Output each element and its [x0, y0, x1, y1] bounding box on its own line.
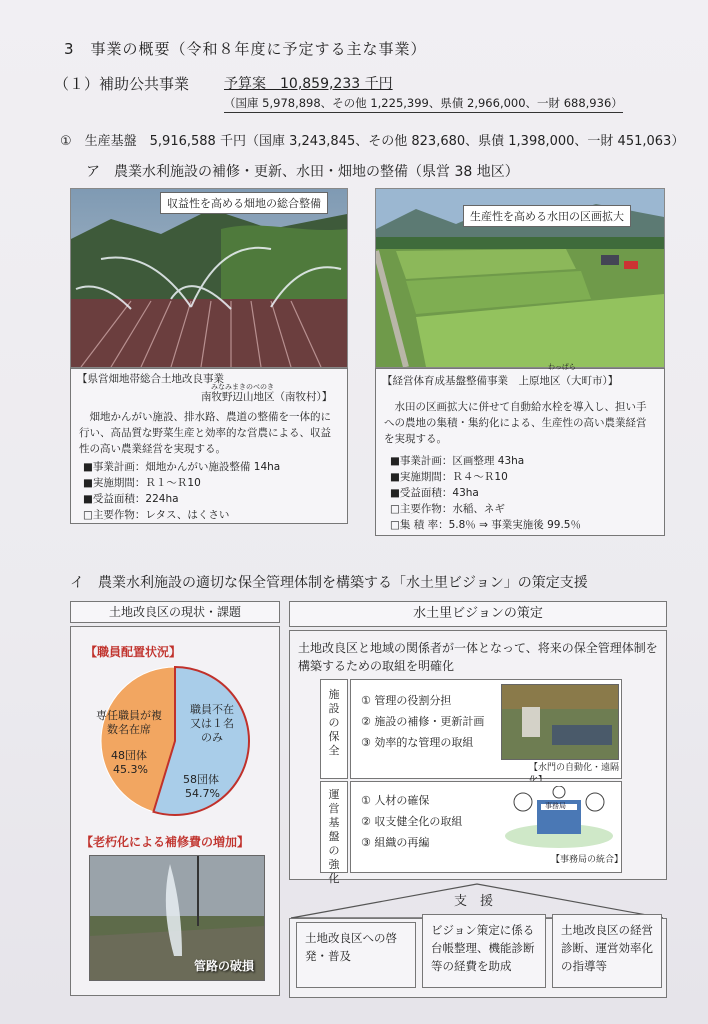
item-i-heading: イ 農業水利施設の適切な保全管理体制を構築する「水土里ビジョン」の策定支援 [70, 575, 588, 591]
right-row: ■実施期間：Ｒ４～Ｒ10 [390, 471, 508, 483]
office-merge-caption: 【事務局の統合】 [551, 855, 624, 865]
budget-total: 予算案 10,859,233 千円 [224, 76, 393, 92]
budget-breakdown: （国庫 5,978,898、その他 1,225,399、県債 2,966,000、一財 688,936） [224, 95, 623, 113]
management-item: ① 人材の確保 [361, 794, 430, 807]
right-project-program: 【経営体育成基盤整備事業 上原地区（大町市）】 [382, 375, 619, 387]
right-panel-header: 水土里ビジョンの策定 [289, 601, 667, 627]
left-row: ■事業計画：畑地かんがい施設整備 14ha [83, 461, 281, 473]
right-row: ■受益面積：43ha [390, 487, 479, 499]
right-project-ruby: わっぱら [548, 363, 576, 371]
pie-right-label: 職員不在又は１名のみ [190, 703, 234, 744]
left-panel [70, 626, 280, 996]
production-base-heading: ① 生産基盤 5,916,588 千円（国庫 3,243,845、その他 823,680、県債 1,398,000、一財 451,063） [60, 134, 685, 149]
facility-item: ② 施設の補修・更新計画 [361, 715, 485, 728]
right-row: □主要作物：水稲、ネギ [390, 503, 505, 515]
right-photo-caption: 生産性を高める水田の区画拡大 [463, 205, 631, 227]
left-project-ruby: みなみまきのべのき [211, 383, 274, 391]
sluice-gate-caption: 【水門の自動化・遠隔 [529, 763, 620, 773]
facility-conservation-label: 施設の保全 [328, 688, 340, 757]
item-a-heading: ア 農業水利施設の補修・更新、水田・畑地の整備（県営 38 地区） [86, 164, 519, 180]
left-project-description [70, 368, 348, 524]
facility-conservation-list [361, 690, 484, 753]
pie-right-count: 58団体 [183, 773, 219, 786]
right-row: ■事業計画：区画整理 43ha [390, 455, 525, 467]
left-project-district: 南牧野辺山地区（南牧村）】 [201, 391, 333, 403]
pipe-damage-caption: 管路の破損 [193, 959, 254, 973]
right-project-description [375, 363, 665, 536]
management-item: ③ 組織の再編 [361, 836, 430, 849]
pipe-damage-photo [89, 855, 265, 981]
vision-intro: 土地改良区と地域の関係者が一体となって、将来の保全管理体制を構築するための取組を明確化 [298, 641, 658, 673]
subsection-heading: （１）補助公共事業 [54, 75, 190, 93]
management-base-label: 運営基盤の強化 [328, 788, 340, 885]
aging-title: 【老朽化による補修費の増加】 [81, 835, 250, 849]
office-sign: 事務局 [545, 802, 566, 810]
facility-conservation-box [350, 679, 622, 779]
facility-item: ① 管理の役割分担 [361, 694, 452, 707]
management-base-list [361, 790, 462, 853]
support-box-subsidy: ビジョン策定に係る台帳整理、機能診断等の経費を助成 [422, 914, 546, 988]
left-row: □主要作物：レタス、はくさい [83, 509, 230, 521]
office-merge-illustration [501, 786, 617, 850]
left-photo-caption: 収益性を高める畑地の総合整備 [160, 192, 328, 214]
staff-pie-chart [81, 663, 269, 819]
section-heading: 3 事業の概要（令和８年度に予定する主な事業） [64, 40, 427, 58]
right-project-text: 水田の区画拡大に併せて自動給水栓を導入し、担い手への農地の集積・集約化による、生産性の高い農業経営を実現する。 [384, 401, 647, 445]
left-project-rows [83, 459, 280, 523]
right-row: □集 積 率：5.8％ ⇒ 事業実施後 99.5％ [390, 519, 581, 531]
left-row: ■受益面積：224ha [83, 493, 179, 505]
pie-left-label: 専任職員が複数名在席 [96, 709, 162, 736]
management-base-label-box [320, 781, 348, 885]
staff-status-title: 【職員配置状況】 [85, 645, 182, 659]
left-panel-header: 土地改良区の現状・課題 [70, 601, 280, 623]
management-base-box [350, 781, 622, 873]
support-box-awareness: 土地改良区への啓発・普及 [296, 922, 416, 988]
management-item: ② 収支健全化の取組 [361, 815, 463, 828]
left-project-text: 畑地かんがい施設、排水路、農道の整備を一体的に行い、高品質な野菜生産と効率的な営農による、収益性の高い農業経営を実現する。 [79, 411, 331, 455]
pie-left-percent: 45.3% [113, 763, 148, 776]
facility-item: ③ 効率的な管理の取組 [361, 736, 474, 749]
pie-right-percent: 54.7% [185, 787, 220, 800]
pie-left-count: 48団体 [111, 749, 147, 762]
support-title: 支 援 [454, 894, 494, 909]
facility-conservation-label-box [320, 679, 348, 779]
left-project-program: 【県営畑地帯総合土地改良事業 [77, 373, 224, 385]
left-row: ■実施期間：Ｒ１～Ｒ10 [83, 477, 201, 489]
right-panel [289, 630, 667, 885]
farmland-sprinkler-photo [70, 188, 348, 368]
right-project-rows [390, 453, 581, 533]
sluice-gate-photo [501, 684, 619, 760]
support-box-guidance: 土地改良区の経営診断、運営効率化の指導等 [552, 914, 662, 988]
